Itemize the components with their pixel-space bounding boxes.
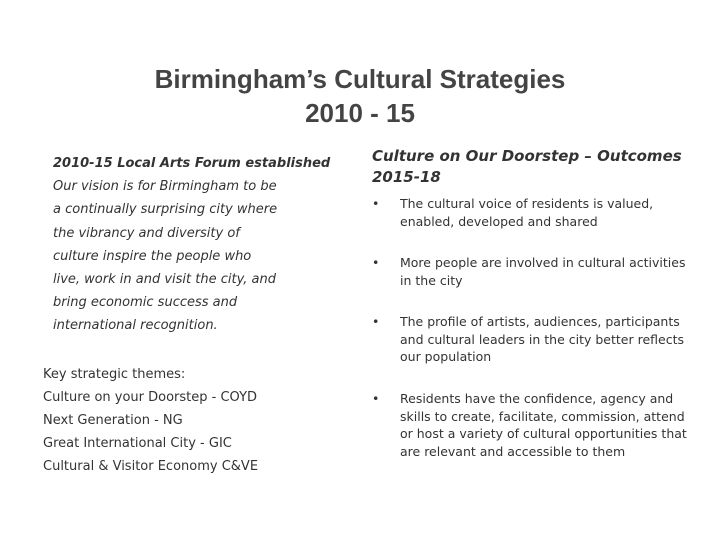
forum-heading: 2010-15 Local Arts Forum established [53,156,331,171]
outcome-item [372,313,690,366]
outcome-item [372,390,690,460]
vision-line: the vibrancy and diversity of [53,225,240,241]
slide-title-line-1: Birmingham’s Cultural Strategies [154,64,566,94]
vision-line: Our vision is for Birmingham to be [53,179,277,195]
outcome-item [372,254,690,289]
theme-item: Next Generation - NG [43,413,183,429]
bullet-icon: • [372,255,380,270]
outcomes-heading: Culture on Our Doorstep – Outcomes 2015-18 [372,147,682,186]
right-column [372,146,690,459]
slide-title-line-2: 2010 - 15 [305,98,415,128]
outcome-text: Residents have the confidence, agency and skills to create, facilitate, commission, attend or host a variety of cultural opportunities that are relevant and accessible to them [400,391,687,459]
vision-line: a continually surprising city where [53,202,278,218]
theme-item: Great International City - GIC [43,436,232,452]
vision-line: bring economic success and [53,295,238,311]
forum-block [53,152,343,338]
outcome-item [372,195,690,230]
bullet-icon: • [372,391,380,406]
vision-line: culture inspire the people who [53,248,252,264]
bullet-icon: • [372,196,380,211]
outcome-text: The profile of artists, audiences, participants and cultural leaders in the city better reflects our population [400,314,685,364]
themes-heading: Key strategic themes: [43,366,186,382]
outcome-text: More people are involved in cultural activities in the city [400,255,686,288]
vision-line: international recognition. [53,318,218,334]
strategic-themes [43,363,343,479]
outcome-text: The cultural voice of residents is valued, enabled, developed and shared [400,196,654,229]
slide-title [0,62,720,130]
theme-item: Culture on your Doorstep - COYD [43,389,258,405]
left-column [43,152,343,479]
theme-item: Cultural & Visitor Economy C&VE [43,459,259,475]
bullet-icon: • [372,314,380,329]
vision-line: live, work in and visit the city, and [53,272,276,288]
